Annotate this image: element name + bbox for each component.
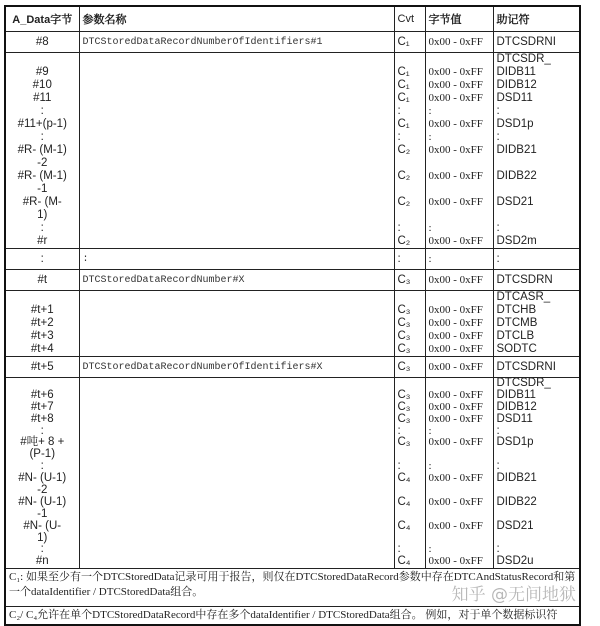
line-a: -2 (37, 484, 48, 497)
line-val: 0x00 - 0xFF (428, 92, 483, 104)
line-val: : (428, 222, 432, 234)
value-cell: 0x00 - 0xFF (425, 270, 493, 291)
line-val: 0x00 - 0xFF (428, 495, 483, 508)
header-name: 参数名称 (79, 6, 394, 32)
table-row (5, 357, 580, 378)
line-mn: DTCHB (496, 304, 537, 316)
parameter-name-cell (79, 291, 394, 357)
footnote-c2: C₂/ C₄允许在单个DTCStoredDataRecord中存在多个dataIdentifier / DTCStoredData组合。 例如，对于单个数据标识符 (5, 607, 580, 626)
line-a: #R- (M-1) (17, 144, 67, 156)
line-cvt: C₃ (397, 317, 411, 329)
line-val (429, 209, 490, 222)
line-val: : (428, 105, 432, 117)
line-cvt: C₃ (397, 343, 411, 355)
line-mn: DIDB11 (496, 388, 536, 401)
line-cvt (398, 291, 422, 304)
line-mn: DTCMB (496, 317, 538, 329)
line-val: 0x00 - 0xFF (428, 400, 483, 413)
line-mn: DTCSDR_ (496, 53, 551, 65)
table-row (5, 249, 580, 270)
line-cvt: C₂ (397, 235, 411, 247)
line-a: #N- (U- (23, 519, 62, 532)
header-byte: A_Data字节 (5, 6, 79, 32)
footnote-c1: C₁: 如果至少有一个DTCStoredData记录可用于报告，则仅在DTCStoredDataRecord参数中存在DTCAndStatusRecord和第一个dataIdentifier / DTCStoredData组合。 (9, 571, 576, 599)
line-val: 0x00 - 0xFF (428, 330, 483, 342)
line-cvt: C₃ (397, 330, 411, 342)
line-a: #r (37, 235, 48, 247)
line-val: 0x00 - 0xFF (428, 118, 483, 130)
line-mn: : (496, 424, 500, 437)
byte-cell: #8 (5, 32, 79, 53)
line-mn: SODTC (496, 343, 537, 355)
line-mn: DIDB12 (496, 79, 537, 91)
line-cvt (398, 533, 422, 545)
line-cvt: C₃ (397, 388, 411, 401)
line-cvt: C₂ (397, 196, 411, 208)
line-mn: DIDB22 (496, 495, 537, 508)
byte-cell: #t+5 (5, 357, 79, 378)
line-cvt: C₄ (397, 472, 411, 485)
line-cvt: C₃ (397, 436, 411, 449)
line-a: #吨+ 8 + (20, 436, 65, 449)
line-a: #t+1 (30, 304, 54, 316)
line-mn: DTCASR_ (496, 291, 551, 303)
line-mn (497, 183, 577, 196)
line-cvt: C₁ (397, 66, 410, 78)
byte-cell (5, 291, 79, 357)
line-a: -2 (37, 157, 48, 169)
dtc-stored-data-table (4, 5, 581, 626)
line-cvt: : (397, 222, 401, 234)
line-cvt: : (397, 105, 401, 117)
line-cvt: : (397, 543, 401, 556)
line-cvt (398, 53, 422, 66)
line-mn: DSD11 (496, 92, 533, 104)
line-a: #n (35, 555, 49, 568)
mnemonic-cell: DTCSDRNI (493, 32, 580, 53)
mnemonic-cell (493, 53, 580, 249)
line-mn: DSD11 (496, 412, 533, 425)
line-val (429, 157, 490, 170)
line-mn (497, 209, 577, 222)
line-val: : (428, 460, 432, 473)
line-val: 0x00 - 0xFF (428, 66, 483, 78)
line-mn: DIDB21 (496, 472, 537, 485)
table-row (5, 270, 580, 291)
line-a: #10 (32, 79, 52, 91)
line-val: 0x00 - 0xFF (428, 317, 483, 329)
line-cvt (398, 183, 422, 196)
line-a: #R- (M-1) (17, 170, 67, 182)
line-val (429, 53, 490, 66)
value-cell: 0x00 - 0xFF (425, 32, 493, 53)
line-val: : (428, 131, 432, 143)
line-val: 0x00 - 0xFF (428, 472, 483, 485)
line-a: #t+3 (30, 330, 54, 342)
cvt-cell (394, 53, 425, 249)
cvt-cell: C₁ (394, 32, 425, 53)
line-a: #t+6 (30, 388, 54, 401)
line-mn: DSD21 (496, 196, 534, 208)
line-mn: DSD21 (496, 519, 534, 532)
table-header (5, 6, 580, 32)
line-a: #t+8 (30, 412, 54, 425)
line-mn (497, 509, 577, 521)
header-mnemonic: 助记符 (493, 6, 580, 32)
parameter-name-cell: : (79, 249, 394, 270)
line-mn: DSD2u (496, 555, 534, 568)
line-mn: DIDB11 (496, 66, 536, 78)
line-mn: : (496, 460, 500, 473)
line-cvt: C₄ (397, 519, 411, 532)
header-value: 字节值 (425, 6, 493, 32)
line-mn (497, 157, 577, 170)
line-val: 0x00 - 0xFF (428, 235, 483, 247)
line-val: 0x00 - 0xFF (428, 170, 483, 182)
line-a: : (40, 424, 44, 437)
line-mn: : (496, 131, 500, 143)
table-row (5, 32, 580, 53)
cvt-cell: : (394, 249, 425, 270)
line-val (429, 291, 490, 304)
line-mn: DIDB21 (496, 144, 537, 156)
line-mn: DSD2m (496, 235, 537, 247)
line-val (429, 183, 490, 196)
line-cvt: C₄ (397, 555, 411, 568)
line-cvt: : (397, 424, 401, 437)
line-mn: DIDB12 (496, 400, 537, 413)
parameter-name-cell (79, 53, 394, 249)
cvt-cell: C₃ (394, 357, 425, 378)
line-a (9, 291, 76, 304)
value-cell: : (425, 249, 493, 270)
cvt-cell (394, 378, 425, 569)
mnemonic-cell: : (493, 249, 580, 270)
line-cvt: : (397, 460, 401, 473)
line-mn: DTCLB (496, 330, 535, 342)
line-a: : (40, 105, 44, 117)
line-val: 0x00 - 0xFF (428, 388, 483, 401)
line-a (9, 53, 76, 66)
line-a: : (40, 131, 44, 143)
line-val: 0x00 - 0xFF (428, 304, 483, 316)
line-val: 0x00 - 0xFF (428, 79, 483, 91)
line-a: -1 (37, 183, 48, 195)
line-cvt: C₂ (397, 144, 411, 156)
line-a: 1) (37, 531, 48, 544)
line-a: #R- (M- (22, 196, 62, 208)
parameter-name-cell: DTCStoredDataRecordNumberOfIdentifiers#1 (79, 32, 394, 53)
mnemonic-cell (493, 378, 580, 569)
line-a: #t+2 (30, 317, 54, 329)
line-val: 0x00 - 0xFF (428, 196, 483, 208)
line-val: 0x00 - 0xFF (428, 436, 483, 449)
line-cvt: C₄ (397, 495, 411, 508)
line-a: #N- (U-1) (18, 472, 67, 485)
value-cell: 0x00 - 0xFF (425, 357, 493, 378)
line-cvt: : (397, 131, 401, 143)
line-cvt: C₁ (397, 79, 410, 91)
line-mn: : (496, 222, 500, 234)
line-a: 1) (37, 209, 48, 221)
line-mn: DTCSDR_ (496, 377, 551, 389)
line-a: -1 (37, 507, 48, 520)
line-val: 0x00 - 0xFF (428, 144, 483, 156)
line-mn: : (496, 543, 500, 556)
table-row (5, 378, 580, 569)
byte-cell (5, 378, 79, 569)
line-val (429, 533, 490, 545)
line-mn (497, 533, 577, 545)
line-val: 0x00 - 0xFF (428, 555, 483, 568)
watermark: 知乎 @无间地狱 (451, 585, 576, 606)
table-row (5, 53, 580, 249)
header-cvt: Cvt (394, 6, 425, 32)
line-val (429, 449, 490, 461)
line-cvt: C₁ (397, 118, 410, 130)
parameter-name-cell: DTCStoredDataRecordNumberOfIdentifiers#X (79, 357, 394, 378)
parameter-name-cell: DTCStoredDataRecordNumber#X (79, 270, 394, 291)
line-mn: DIDB22 (496, 170, 537, 182)
byte-cell: : (5, 249, 79, 270)
line-cvt: C₂ (397, 170, 411, 182)
mnemonic-cell: DTCSDRNI (493, 357, 580, 378)
line-a: : (40, 460, 44, 473)
line-a: #t+7 (30, 400, 54, 413)
footnote-c1-cell (5, 569, 580, 607)
parameter-name-cell (79, 378, 394, 569)
mnemonic-cell (493, 291, 580, 357)
line-cvt: C₃ (397, 304, 411, 316)
line-a: #N- (U-1) (18, 495, 67, 508)
line-val (429, 509, 490, 521)
line-cvt (398, 157, 422, 170)
line-cvt (398, 209, 422, 222)
line-val: : (428, 543, 432, 556)
cvt-cell (394, 291, 425, 357)
line-val: 0x00 - 0xFF (428, 412, 483, 425)
line-a: : (40, 543, 44, 556)
line-mn: DSD1p (496, 118, 534, 130)
line-a: #t+4 (30, 343, 54, 355)
line-cvt (398, 509, 422, 521)
line-mn: : (496, 105, 500, 117)
cvt-cell: C₃ (394, 270, 425, 291)
line-a: #9 (35, 66, 49, 78)
line-val: : (428, 424, 432, 437)
line-cvt: C₃ (397, 412, 411, 425)
value-cell (425, 378, 493, 569)
line-cvt: C₁ (397, 92, 410, 104)
line-mn (497, 449, 577, 461)
value-cell (425, 53, 493, 249)
line-a: #11+(p-1) (17, 118, 67, 130)
byte-cell: #t (5, 270, 79, 291)
line-a: : (40, 222, 44, 234)
line-mn: DSD1p (496, 436, 534, 449)
line-val: 0x00 - 0xFF (428, 343, 483, 355)
mnemonic-cell: DTCSDRN (493, 270, 580, 291)
line-cvt: C₃ (397, 400, 411, 413)
footnote-row (5, 569, 580, 607)
byte-cell (5, 53, 79, 249)
value-cell (425, 291, 493, 357)
line-a: (P-1) (29, 448, 56, 461)
line-cvt (398, 449, 422, 461)
footnote-row (5, 607, 580, 626)
line-val: 0x00 - 0xFF (428, 519, 483, 532)
line-a: #11 (33, 92, 52, 104)
table-row (5, 291, 580, 357)
